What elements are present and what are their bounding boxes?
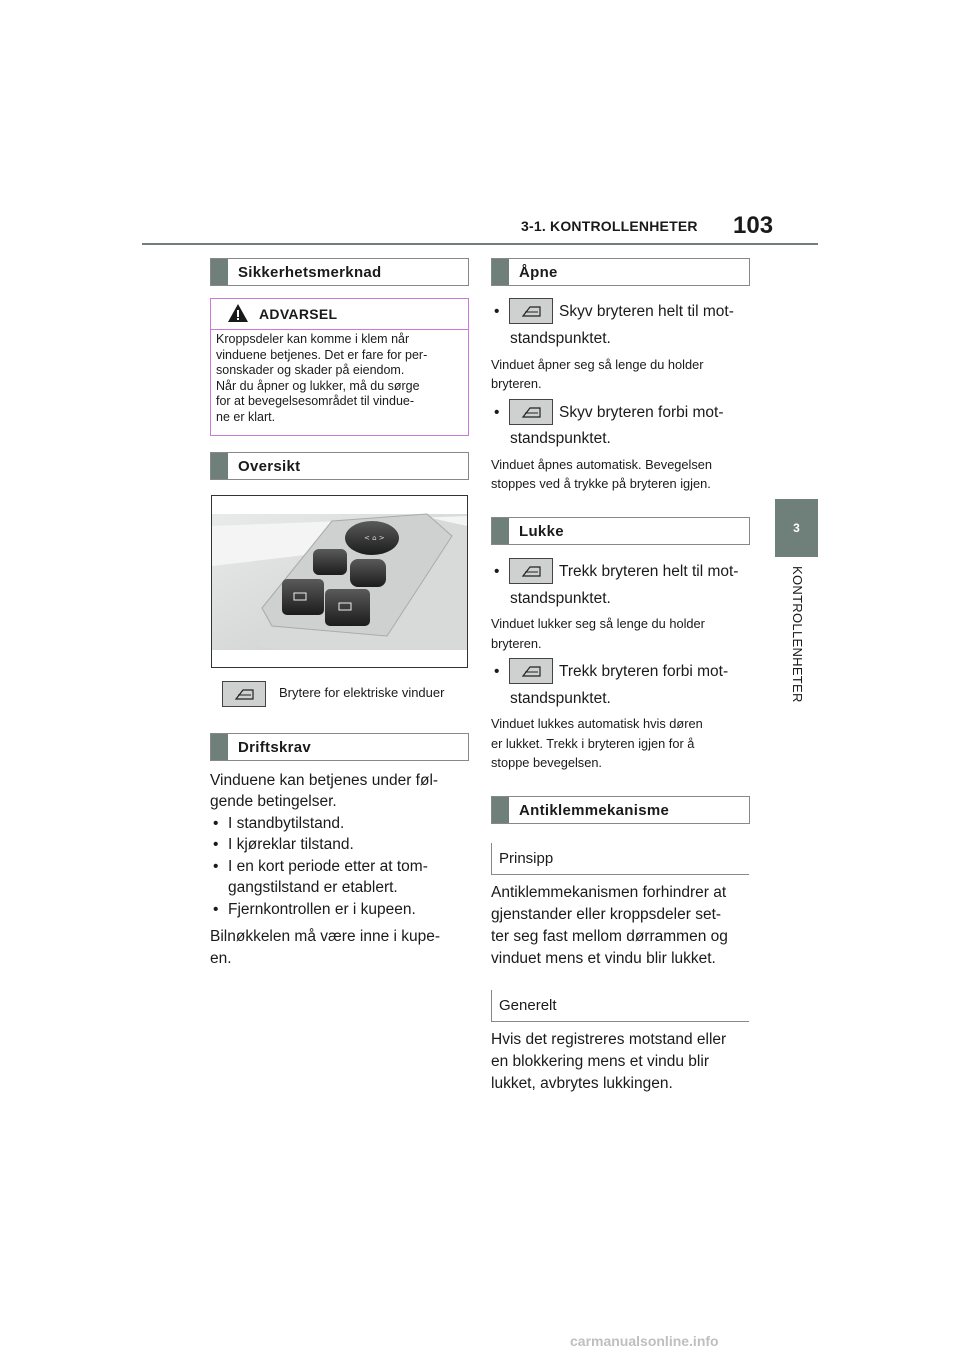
open-step-2-cont: standspunktet. [510,430,611,447]
general-line-1: Hvis det registreres motstand eller [491,1031,727,1048]
warning-box [210,298,469,436]
intro-line-1: Vinduene kan betjenes under føl- [210,772,439,789]
section-heading-antipinch: Antiklemmekanisme [491,796,750,824]
open-note-1b: bryteren. [491,376,542,391]
subheading-general: Generelt [491,990,749,1022]
window-switch-photo [211,495,468,668]
window-switch-icon [509,658,553,684]
condition-1: I standbytilstand. [228,815,345,832]
window-switch-icon [222,681,266,707]
section-title: 3-1. KONTROLLENHETER [521,218,698,234]
chapter-label: KONTROLLENHETER [790,566,805,703]
condition-3-cont: gangstilstand er etablert. [228,879,398,896]
general-line-3: lukket, avbrytes lukkingen. [491,1075,673,1092]
general-line-2: en blokkering mens et vindu blir [491,1053,709,1070]
close-note-2a: Vinduet lukkes automatisk hvis døren [491,716,703,731]
section-heading-overview: Oversikt [210,452,469,480]
close-note-1a: Vinduet lukker seg så lenge du holder [491,616,705,631]
image-caption: Brytere for elektriske vinduer [279,685,445,700]
list-item: • [494,404,500,421]
close-step-1: Trekk bryteren helt til mot- [559,563,739,580]
section-heading-safety: Sikkerhetsmerknad [210,258,469,286]
warning-body: Kroppsdeler kan komme i klem når vinduene betjenes. Det er fare for per- sonskader og skader på eiendom. Når du åpner og lukker, må du sørge for at bevegelsesområdet til vindue- ne er klart. [216,332,428,424]
key-note-line-2: en. [210,950,232,967]
open-step-1: Skyv bryteren helt til mot- [559,303,734,320]
close-note-1b: bryteren. [491,636,542,651]
list-item: • [213,836,219,853]
warning-header [211,299,468,330]
section-heading-close: Lukke [491,517,750,545]
subheading-principle: Prinsipp [491,843,749,875]
section-heading-requirements: Driftskrav [210,733,469,761]
chapter-tab: 3 [775,499,818,557]
key-note-line-1: Bilnøkkelen må være inne i kupe- [210,928,441,945]
warning-title: ADVARSEL [259,306,338,322]
open-note-2a: Vinduet åpnes automatisk. Bevegelsen [491,457,713,472]
list-item: • [213,815,219,832]
principle-line-4: vinduet mens et vindu blir lukket. [491,950,716,967]
open-step-2: Skyv bryteren forbi mot- [559,404,724,421]
section-heading-open: Åpne [491,258,750,286]
close-step-1-cont: standspunktet. [510,590,611,607]
svg-text:< ⌂ >: < ⌂ > [364,534,385,542]
list-item: • [494,663,500,680]
close-note-2b: er lukket. Trekk i bryteren igjen for å [491,736,695,751]
principle-line-1: Antiklemmekanismen forhindrer at [491,884,727,901]
window-switch-icon [509,399,553,425]
principle-line-3: ter seg fast mellom dørrammen og [491,928,728,945]
list-item: • [494,563,500,580]
watermark: carmanualsonline.info [570,1333,719,1349]
close-step-2-cont: standspunktet. [510,690,611,707]
page-number: 103 [733,212,774,239]
list-item: • [494,303,500,320]
principle-line-2: gjenstander eller kroppsdeler set- [491,906,722,923]
open-note-2b: stoppes ved å trykke på bryteren igjen. [491,476,711,491]
list-item: • [213,901,219,918]
open-note-1a: Vinduet åpner seg så lenge du holder [491,357,704,372]
intro-line-2: gende betingelser. [210,793,337,810]
condition-3: I en kort periode etter at tom- [228,858,428,875]
door-switch-panel-illustration [212,496,467,667]
window-switch-icon [509,298,553,324]
warning-triangle-icon [227,303,249,323]
window-switch-icon [509,558,553,584]
header-rule [142,243,818,245]
list-item: • [213,858,219,875]
open-step-1-cont: standspunktet. [510,330,611,347]
close-step-2: Trekk bryteren forbi mot- [559,663,729,680]
condition-2: I kjøreklar tilstand. [228,836,354,853]
condition-4: Fjernkontrollen er i kupeen. [228,901,416,918]
close-note-2c: stoppe bevegelsen. [491,755,602,770]
